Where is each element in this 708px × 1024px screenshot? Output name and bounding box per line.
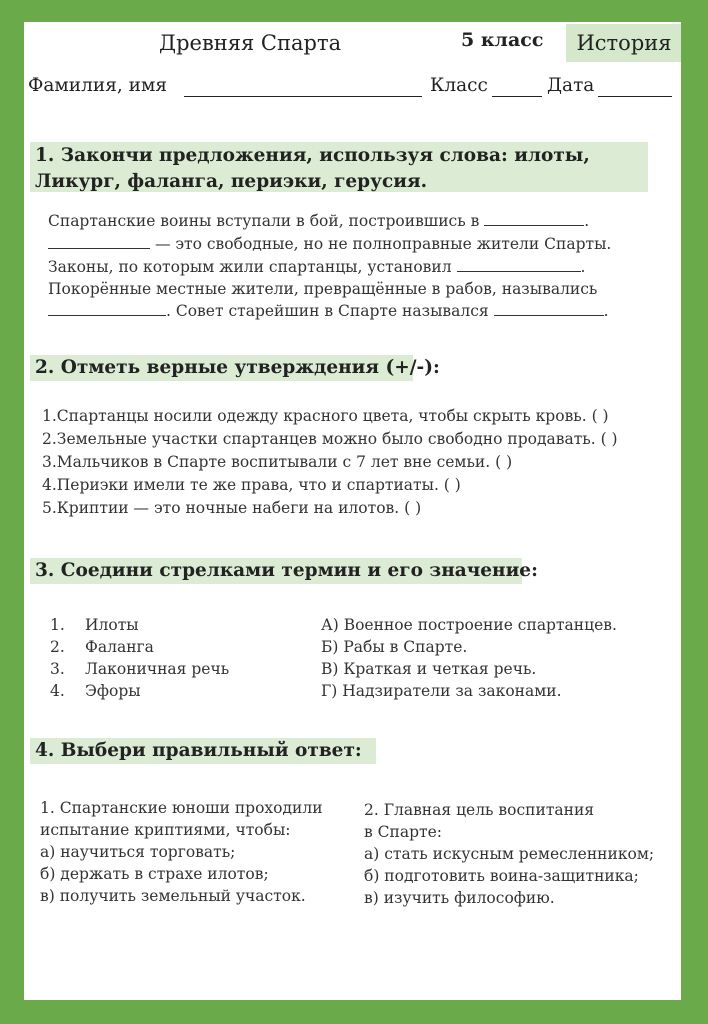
section1-line4: Покорённые местные жители, превращённые в рабов, назывались	[48, 280, 598, 298]
section2-heading: 2. Отметь верные утверждения (+/-):	[35, 357, 440, 378]
meaning-c: В) Краткая и четкая речь.	[321, 660, 537, 678]
blank-4[interactable]	[48, 314, 166, 316]
section1-line1	[48, 212, 589, 230]
statement-5: 5.Криптии — это ночные набеги на илотов. ( )	[42, 499, 422, 517]
grade-label: 5 класс	[461, 29, 544, 51]
q2-option-b: б) подготовить воина-защитника;	[364, 867, 639, 885]
term-2-num: 2.	[50, 638, 65, 656]
name-field-line[interactable]	[184, 96, 422, 97]
meaning-a: А) Военное построение спартанцев.	[321, 616, 617, 634]
term-1: Илоты	[85, 616, 139, 634]
line2-text: — это свободные, но не полноправные жители Спарты.	[154, 235, 612, 253]
line5-end: .	[603, 302, 609, 320]
worksheet-title: Древняя Спарта	[159, 31, 342, 55]
line3-text: Законы, по которым жили спартанцы, установил	[48, 258, 452, 276]
line3-end: .	[580, 258, 586, 276]
section1-line2	[48, 235, 611, 253]
term-3-num: 3.	[50, 660, 65, 678]
blank-1[interactable]	[484, 224, 584, 226]
section1-line5	[48, 302, 609, 320]
q2-line1: 2. Главная цель воспитания	[364, 801, 595, 819]
line1-end: .	[584, 212, 590, 230]
line5-text: . Совет старейшин в Спарте назывался	[166, 302, 489, 320]
worksheet-page	[24, 22, 681, 1000]
term-3: Лаконичная речь	[85, 660, 230, 678]
statement-3: 3.Мальчиков в Спарте воспитывали с 7 лет вне семьи. ( )	[42, 453, 513, 471]
statement-4: 4.Периэки имели те же права, что и спартиаты. ( )	[42, 476, 461, 494]
term-4: Эфоры	[85, 682, 141, 700]
statement-2: 2.Земельные участки спартанцев можно было свободно продавать. ( )	[42, 430, 618, 448]
term-2: Фаланга	[85, 638, 154, 656]
subject-badge	[566, 24, 681, 62]
term-4-num: 4.	[50, 682, 65, 700]
date-label: Дата	[547, 75, 595, 96]
name-label: Фамилия, имя	[28, 75, 168, 96]
line1-text: Спартанские воины вступали в бой, построившись в	[48, 212, 480, 230]
q1-line1: 1. Спартанские юноши проходили	[40, 799, 323, 817]
section1-heading: 1. Закончи предложения, используя слова: илоты, Ликург, фаланга, периэки, герусия.	[35, 145, 590, 192]
subject-label: История	[576, 31, 672, 55]
class-field-line[interactable]	[492, 96, 542, 97]
date-field-line[interactable]	[598, 96, 672, 97]
blank-3[interactable]	[457, 270, 581, 272]
q1-line2: испытание криптиями, чтобы:	[40, 821, 291, 839]
blank-2[interactable]	[48, 247, 150, 249]
q2-line2: в Спарте:	[364, 823, 442, 841]
meaning-d: Г) Надзиратели за законами.	[321, 682, 562, 700]
q1-option-c: в) получить земельный участок.	[40, 887, 306, 905]
statement-1: 1.Спартанцы носили одежду красного цвета, чтобы скрыть кровь. ( )	[42, 407, 609, 425]
section3-heading: 3. Соедини стрелками термин и его значение:	[35, 560, 538, 581]
q2-option-c: в) изучить философию.	[364, 889, 555, 907]
section4-heading: 4. Выбери правильный ответ:	[35, 740, 362, 761]
class-label: Класс	[430, 75, 488, 96]
q1-option-b: б) держать в страхе илотов;	[40, 865, 269, 883]
meaning-b: Б) Рабы в Спарте.	[321, 638, 468, 656]
term-1-num: 1.	[50, 616, 65, 634]
q2-option-a: а) стать искусным ремесленником;	[364, 845, 655, 863]
section1-line3	[48, 258, 585, 276]
q1-option-a: а) научиться торговать;	[40, 843, 236, 861]
blank-5[interactable]	[494, 314, 604, 316]
